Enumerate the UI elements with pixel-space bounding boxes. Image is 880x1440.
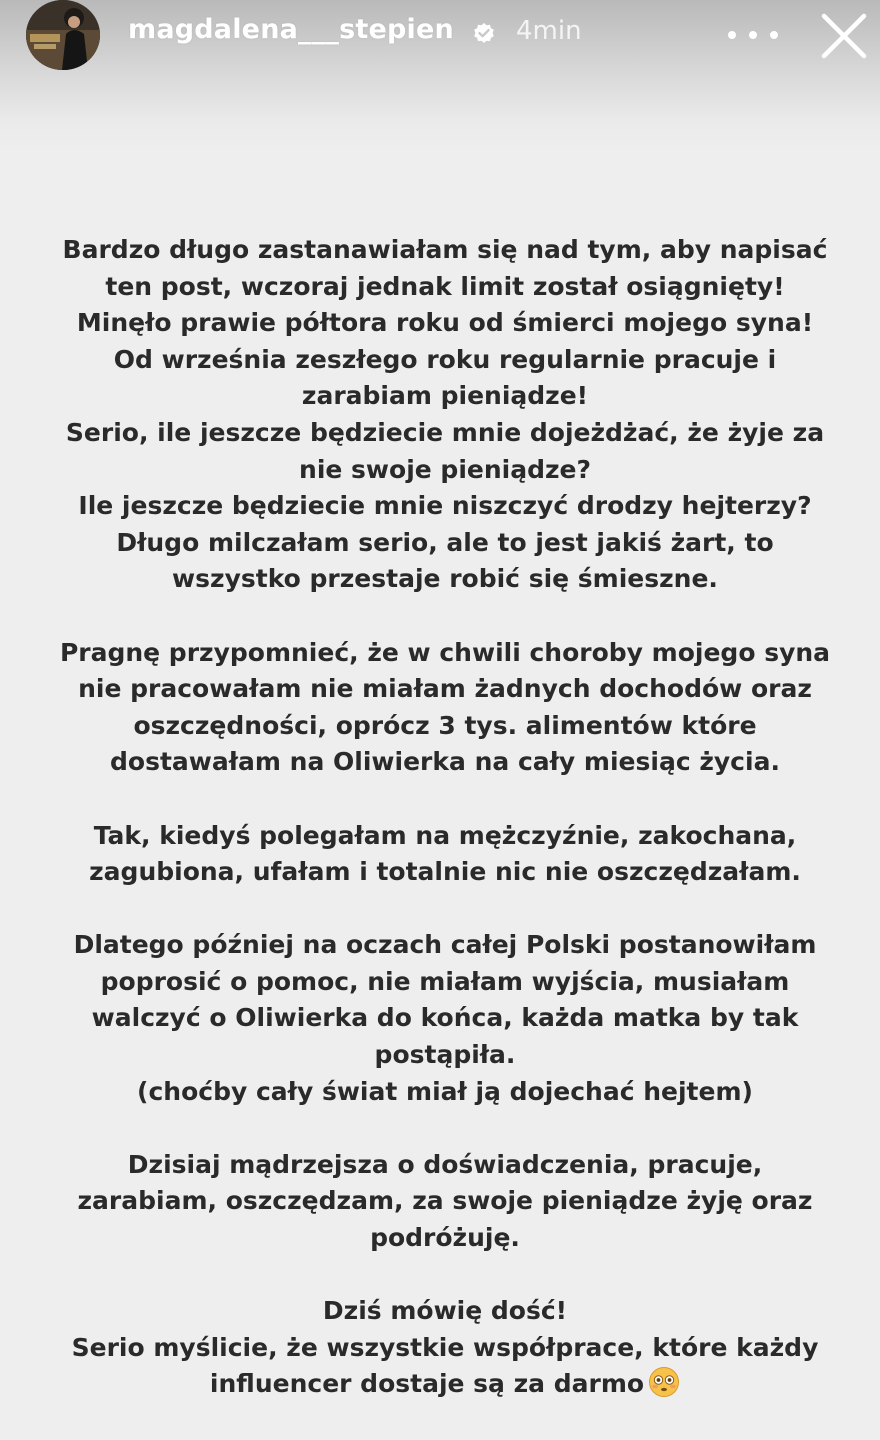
story-line: Ile jeszcze będziecie mnie niszczyć drodzy hejterzy? bbox=[78, 491, 812, 521]
story-line: walczyć o Oliwierka do końca, każda matka by tak bbox=[91, 1003, 799, 1033]
story-line: Dlatego później na oczach całej Polski postanowiłam bbox=[73, 930, 817, 960]
story-paragraph bbox=[40, 1293, 850, 1403]
story-line: podróżuję. bbox=[370, 1223, 520, 1253]
story-paragraph bbox=[40, 232, 850, 598]
story-line: Serio myślicie, że wszystkie współprace, które każdy bbox=[71, 1332, 819, 1362]
story-line: oszczędności, oprócz 3 tys. alimentów które bbox=[133, 710, 757, 740]
more-horizontal-icon bbox=[728, 31, 736, 39]
story-line: Dzisiaj mądrzejsza o doświadczenia, pracuje, bbox=[127, 1149, 763, 1179]
flushed-face-emoji bbox=[648, 1366, 680, 1398]
avatar-photo-icon bbox=[26, 0, 100, 70]
story-timestamp: 4min bbox=[516, 16, 582, 46]
story-line: postąpiła. bbox=[374, 1040, 516, 1070]
story-line: zarabiam, oszczędzam, za swoje pieniądze żyję oraz bbox=[77, 1186, 813, 1216]
story-line: Minęło prawie półtora roku od śmierci mojego syna! bbox=[76, 308, 814, 338]
story-line: nie pracowałam nie miałam żadnych dochodów oraz bbox=[78, 674, 812, 704]
story-line: (choćby cały świat miał ją dojechać hejtem) bbox=[137, 1076, 753, 1106]
story-line: ten post, wczoraj jednak limit został osiągnięty! bbox=[105, 271, 785, 301]
story-line: Dziś mówię dość! bbox=[322, 1296, 568, 1326]
story-header bbox=[0, 0, 880, 72]
story-paragraph bbox=[40, 818, 850, 891]
story-line: dostawałam na Oliwierka na cały miesiąc życia. bbox=[110, 747, 780, 777]
avatar[interactable] bbox=[26, 0, 100, 70]
story-line: poprosić o pomoc, nie miałam wyjścia, musiałam bbox=[100, 966, 790, 996]
close-button[interactable] bbox=[818, 10, 870, 62]
story-line: nie swoje pieniądze? bbox=[299, 454, 591, 484]
verified-badge-icon bbox=[472, 22, 496, 46]
username[interactable]: magdalena___stepien bbox=[128, 14, 454, 45]
story-line: Bardzo długo zastanawiałam się nad tym, aby napisać bbox=[62, 235, 828, 264]
story-line: Długo milczałam serio, ale to jest jakiś żart, to bbox=[116, 527, 774, 557]
story-paragraph bbox=[40, 635, 850, 781]
story-line: wszystko przestaje robić się śmieszne. bbox=[172, 564, 718, 594]
story-line: zarabiam pieniądze! bbox=[301, 381, 589, 411]
story-line: Pragnę przypomnieć, że w chwili choroby mojego syna bbox=[59, 637, 831, 667]
story-line: zagubiona, ufałam i totalnie nic nie oszczędzałam. bbox=[89, 857, 801, 887]
story-line: Tak, kiedyś polegałam na mężczyźnie, zakochana, bbox=[93, 820, 797, 850]
story-paragraph bbox=[40, 927, 850, 1110]
story-line: Od września zeszłego roku regularnie pracuje i bbox=[113, 344, 777, 374]
close-icon bbox=[824, 16, 864, 56]
more-dot bbox=[770, 31, 778, 39]
more-options-button[interactable] bbox=[728, 20, 778, 50]
story-paragraph bbox=[40, 1147, 850, 1257]
story-line: influencer dostaje są za darmo bbox=[40, 1366, 850, 1403]
more-dot bbox=[749, 31, 757, 39]
story-line: Serio, ile jeszcze będziecie mnie dojeżdżać, że żyje za bbox=[65, 417, 825, 447]
story-text-body bbox=[40, 232, 850, 1403]
